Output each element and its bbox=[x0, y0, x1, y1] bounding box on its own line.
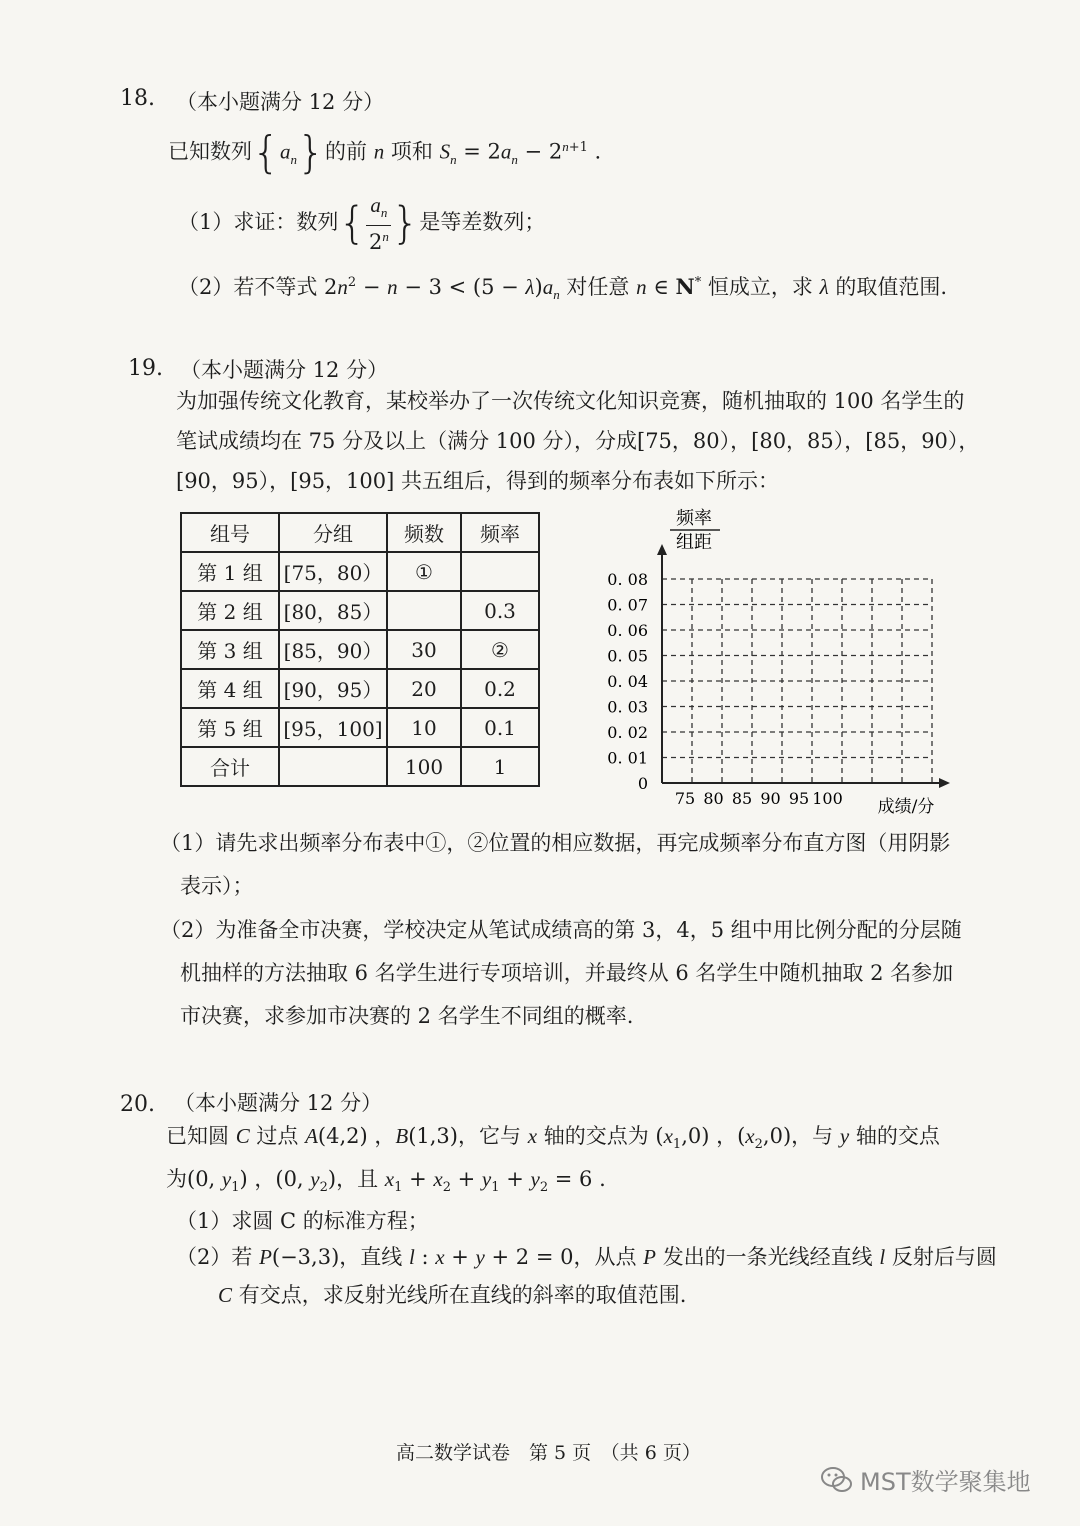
table-cell: ① bbox=[387, 552, 461, 591]
q18-part1-b: 是等差数列； bbox=[419, 210, 546, 235]
x-tick-label: 95 bbox=[788, 789, 810, 808]
q20-part2-line1: （2）若 P(−3,3)，直线 l : x + y + 2 = 0，从点 P 发出的一条光线经直线 l 反射后与圆 bbox=[176, 1245, 997, 1269]
table-cell: 0.3 bbox=[461, 591, 539, 630]
q19-part1-line1: （1）请先求出频率分布表中①，②位置的相应数据，再完成频率分布直方图（用阴影 bbox=[160, 831, 951, 855]
frequency-table bbox=[180, 512, 540, 787]
q18-stem-a: 已知数列 bbox=[168, 139, 252, 164]
table-cell: 20 bbox=[387, 669, 461, 708]
x-tick-label: 90 bbox=[760, 789, 781, 808]
y-tick-label: 0. 07 bbox=[607, 595, 648, 615]
table-row bbox=[181, 552, 539, 591]
table-header-cell: 频数 bbox=[387, 513, 461, 552]
q18-number: 18. bbox=[120, 86, 155, 111]
q20-part2-d: 发出的一条光线经直线 bbox=[662, 1245, 873, 1269]
y-tick-label: 0 bbox=[637, 774, 648, 793]
table-cell: 第 2 组 bbox=[181, 591, 279, 630]
table-header-row bbox=[181, 513, 539, 552]
q20-s5: ，与 bbox=[791, 1124, 834, 1148]
table-cell: 0.2 bbox=[461, 669, 539, 708]
table-cell: 0.1 bbox=[461, 708, 539, 747]
q20-part2-c: ，从点 bbox=[573, 1245, 637, 1269]
table-cell bbox=[461, 552, 539, 591]
q20-s1: 已知圆 bbox=[166, 1124, 229, 1148]
q18-part2-d: 的取值范围. bbox=[835, 275, 948, 299]
table-cell: [80，85） bbox=[279, 591, 387, 630]
x-axis-arrow bbox=[939, 778, 950, 788]
frequency-histogram bbox=[590, 500, 960, 822]
x-label: 成绩/分 bbox=[877, 797, 935, 817]
y-label-bottom: 组距 bbox=[676, 532, 712, 553]
x-tick-labels bbox=[675, 789, 843, 808]
q18-part2-b: 对任意 bbox=[566, 275, 630, 299]
table-cell: 10 bbox=[387, 708, 461, 747]
q20-header: （本小题满分 12 分） bbox=[174, 1091, 383, 1115]
table-row bbox=[181, 669, 539, 708]
q19-para-line1: 为加强传统文化教育，某校举办了一次传统文化知识竞赛，随机抽取的 100 名学生的 bbox=[176, 389, 965, 413]
page-footer: 高二数学试卷 第 5 页 （共 6 页） bbox=[396, 1442, 701, 1464]
q18-header: （本小题满分 12 分） bbox=[176, 90, 385, 114]
table-cell: 100 bbox=[387, 747, 461, 786]
table-cell: [75，80） bbox=[279, 552, 387, 591]
y-label-top: 频率 bbox=[676, 508, 712, 529]
q20-s3: ，它与 bbox=[458, 1124, 521, 1148]
q19-part2-line3: 市决赛，求参加市决赛的 2 名学生不同组的概率. bbox=[180, 1004, 634, 1028]
q19-header: （本小题满分 12 分） bbox=[180, 358, 389, 382]
q19-para-line3: [90，95），[95，100] 共五组后，得到的频率分布表如下所示： bbox=[176, 469, 779, 493]
q18-stem: 已知数列$\{a_n\}$的前 n 项和 $S_n = 2a_n - 2^{n+1}$ . bbox=[168, 127, 602, 178]
y-axis-arrow bbox=[657, 544, 667, 555]
table-cell bbox=[279, 747, 387, 786]
q20-s4: 轴的交点为 bbox=[543, 1124, 649, 1148]
q20-stem-line2: 为(0, $y_1$) ，(0, $y_2$)，且 $x_1 + x_2 + y_1 + y_2 = 6$ . bbox=[166, 1167, 606, 1196]
q20-part2-f: 有交点，求反射光线所在直线的斜率的取值范围. bbox=[238, 1283, 687, 1307]
q18-part1-a: （1）求证：数列 bbox=[178, 210, 339, 235]
watermark-text: MST数学聚集地 bbox=[860, 1468, 1031, 1496]
table-row bbox=[181, 708, 539, 747]
q19-part2-line1: （2）为准备全市决赛，学校决定从笔试成绩高的第 3，4，5 组中用比例分配的分层随 bbox=[160, 918, 962, 942]
table-cell: 1 bbox=[461, 747, 539, 786]
y-tick-label: 0. 04 bbox=[607, 672, 648, 691]
q20-s6: 轴的交点 bbox=[855, 1124, 940, 1148]
table-cell: 第 5 组 bbox=[181, 708, 279, 747]
q20-s8: ，且 bbox=[336, 1167, 379, 1191]
table-row bbox=[181, 747, 539, 786]
table-cell: [90，95） bbox=[279, 669, 387, 708]
table-cell: 第 3 组 bbox=[181, 630, 279, 669]
table-header-cell: 组号 bbox=[181, 513, 279, 552]
x-tick-label: 80 bbox=[703, 789, 724, 808]
q20-part1: （1）求圆 C 的标准方程； bbox=[176, 1209, 429, 1233]
y-tick-label: 0. 02 bbox=[607, 723, 648, 742]
wechat-icon bbox=[820, 1465, 854, 1495]
y-tick-label: 0. 03 bbox=[607, 697, 648, 717]
q19-number: 19. bbox=[128, 356, 163, 381]
y-tick-label: 0. 06 bbox=[607, 621, 648, 640]
table-row bbox=[181, 630, 539, 669]
q18-part2-c: 恒成立，求 bbox=[707, 275, 813, 299]
y-tick-labels bbox=[607, 570, 648, 793]
q20-s7: 为 bbox=[166, 1167, 187, 1191]
table-cell: ② bbox=[461, 630, 539, 669]
y-tick-label: 0. 08 bbox=[607, 570, 648, 589]
q20-number: 20. bbox=[120, 1092, 155, 1117]
table-cell: 第 4 组 bbox=[181, 669, 279, 708]
watermark bbox=[820, 1462, 1031, 1497]
q18-part2-a: （2）若不等式 bbox=[178, 275, 318, 299]
histogram-grid bbox=[662, 579, 932, 783]
q19-para-line2: 笔试成绩均在 75 分及以上（满分 100 分），分成[75，80），[80，85），[85，90）， bbox=[176, 429, 980, 453]
table-cell: 第 1 组 bbox=[181, 552, 279, 591]
table-cell: 合计 bbox=[181, 747, 279, 786]
q20-part2-line2: C 有交点，求反射光线所在直线的斜率的取值范围. bbox=[218, 1283, 687, 1307]
q19-part1-line2: 表示）； bbox=[180, 874, 254, 898]
q20-part2-b: ，直线 bbox=[339, 1245, 403, 1269]
table-cell: 30 bbox=[387, 630, 461, 669]
y-tick-label: 0. 01 bbox=[607, 748, 648, 768]
q19-part2-line2: 机抽样的方法抽取 6 名学生进行专项培训，并最终从 6 名学生中随机抽取 2 名参加 bbox=[180, 961, 954, 985]
table-row bbox=[181, 591, 539, 630]
table-header-cell: 分组 bbox=[279, 513, 387, 552]
x-tick-label: 75 bbox=[674, 789, 696, 808]
table-header-cell: 频率 bbox=[461, 513, 539, 552]
q20-s2: 过点 bbox=[256, 1124, 299, 1148]
q20-part2-e: 反射后与圆 bbox=[891, 1245, 997, 1269]
q20-stem-line1: 已知圆 C 过点 A(4,2) ，B(1,3)，它与 x 轴的交点为 $(x_1,0)$ ，$(x_2,0)$，与 y 轴的交点 bbox=[166, 1124, 940, 1153]
q18-stem-c: 项和 bbox=[390, 139, 433, 164]
q18-part2: （2）若不等式 $2n^2 - n - 3 < (5 - \lambda)a_n$ 对任意 n ∈ N* 恒成立，求 λ 的取值范围. bbox=[178, 274, 948, 303]
x-tick-label: 100 bbox=[812, 789, 843, 808]
x-tick-label: 85 bbox=[731, 789, 753, 808]
table-cell: [95，100] bbox=[279, 708, 387, 747]
q18-stem-b: 的前 bbox=[325, 139, 367, 164]
q20-part2-a: （2）若 bbox=[176, 1245, 253, 1269]
table-cell bbox=[387, 591, 461, 630]
table-cell: [85，90） bbox=[279, 630, 387, 669]
y-tick-label: 0. 05 bbox=[607, 646, 648, 666]
q18-part1: （1）求证：数列{ $\frac{a_n}{2^n}$ }是等差数列； bbox=[178, 193, 546, 255]
